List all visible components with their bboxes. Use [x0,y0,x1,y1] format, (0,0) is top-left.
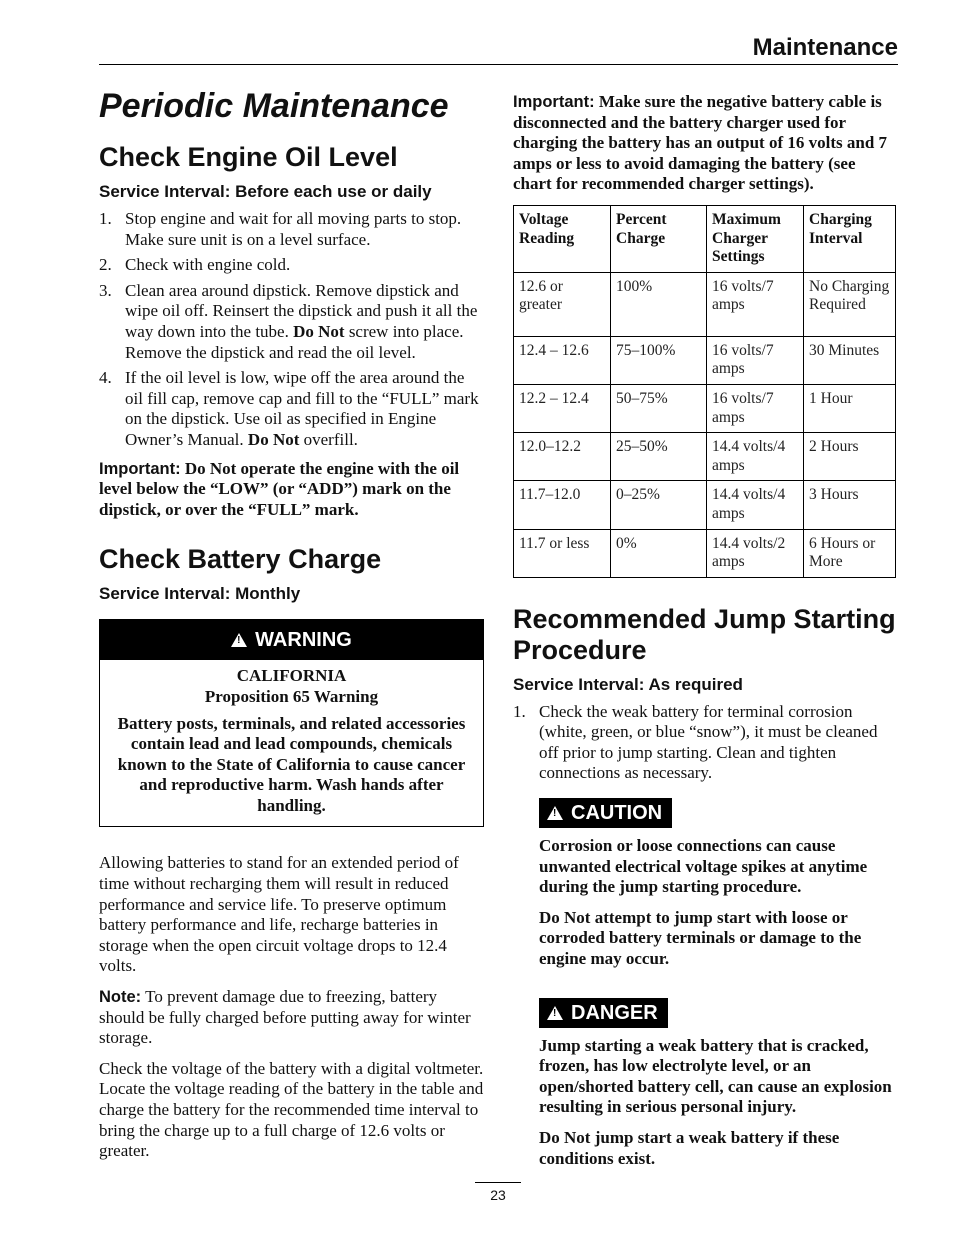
warning-body [100,660,483,826]
table-cell: No Charging Required [804,272,896,336]
warning-label: WARNING [255,629,352,652]
charge-table [513,205,896,578]
table-cell: 1 Hour [804,384,896,432]
list-item: 1. Check the weak battery for terminal corrosion (white, green, or blue “snow”), it must be cleaned off prior to jump starting. Clean and tighten connections as necessary. [513,701,878,783]
important-label: Important: [513,93,595,111]
table-cell: 14.4 volts/2 amps [707,529,804,577]
caution-text-2: Do Not attempt to jump start with loose or corroded battery terminals or damage to the engine may occur. [539,907,862,969]
danger-label: DANGER [571,1001,658,1024]
table-cell: 11.7–12.0 [514,481,611,529]
table-header-cell: Maximum Charger Settings [707,205,804,272]
jump-steps [513,702,898,784]
page-title: Periodic Maintenance [99,87,449,125]
table-cell: 16 volts/7 amps [707,272,804,336]
header-rule [99,64,898,65]
table-cell: 2 Hours [804,433,896,481]
danger-tag [539,998,668,1028]
table-cell: 0–25% [611,481,707,529]
table-header-cell: Voltage Reading [514,205,611,272]
table-header-cell: Charging Interval [804,205,896,272]
battery-note [99,987,484,1049]
table-cell: 16 volts/7 amps [707,384,804,432]
right-column [513,92,898,1179]
caution-tag [539,798,672,828]
table-cell: 6 Hours or More [804,529,896,577]
section-header-title: Maintenance [752,34,898,61]
important-text: Do Not operate the engine with the oil level below the “LOW” (or “ADD”) mark on the dipstick, or over the “FULL” mark. [99,458,460,519]
battery-paragraph-1: Allowing batteries to stand for an extended period of time without recharging them will result in reduced performance and service life. To preserve optimum battery performance and life, recharge batteries in storage when the open circuit voltage drops to 12.4 volts. [99,853,459,976]
danger-text-2: Do Not jump start a weak battery if these conditions exist. [539,1128,840,1168]
warning-title-line1: CALIFORNIA [236,666,347,686]
table-cell: 100% [611,272,707,336]
table-row [514,481,896,529]
jump-heading: Recommended Jump Starting Procedure [513,603,896,665]
oil-heading: Check Engine Oil Level [99,142,398,172]
important-text: Make sure the negative battery cable is disconnected and the battery charger used for charging the battery has an output of 16 volts and 7 amps or less to avoid damaging the battery (see chart for recommended charger settings). [513,92,888,194]
warning-bar [100,620,483,660]
prop65-warning-box [99,619,484,827]
note-text: To prevent damage due to freezing, battery should be fully charged before putting away for winter storage. [99,987,471,1048]
jump-service-interval: Service Interval: As required [513,674,743,694]
table-cell: 14.4 volts/4 amps [707,481,804,529]
warning-triangle-icon [231,633,247,647]
danger-text-1: Jump starting a weak battery that is cracked, frozen, has low electrolyte level, or an open/shorted battery cell, can cause an explosion resulting in serious personal injury. [539,1035,892,1117]
table-cell: 12.4 – 12.6 [514,336,611,384]
table-cell: 30 Minutes [804,336,896,384]
page-number-rule [475,1182,521,1183]
table-cell: 25–50% [611,433,707,481]
oil-important [99,459,484,521]
battery-heading: Check Battery Charge [99,544,382,575]
table-cell: 3 Hours [804,481,896,529]
battery-service-interval: Service Interval: Monthly [99,584,301,604]
table-cell: 16 volts/7 amps [707,336,804,384]
table-cell: 12.0–12.2 [514,433,611,481]
list-item: 1. Stop engine and wait for all moving parts to stop. Make sure unit is on a level surface. [99,209,462,249]
battery-paragraph-2: Check the voltage of the battery with a digital voltmeter. Locate the voltage reading of the battery in the table and charge the battery for the recommended time interval to bring the charge up to a full charge of 12.6 volts or greater. [99,1058,484,1161]
table-row [514,433,896,481]
page-number: 23 [490,1187,506,1203]
table-row [514,529,896,577]
left-column [99,86,484,1172]
caution-text-1: Corrosion or loose connections can cause unwanted electrical voltage spikes at anytime during the jump starting procedure. [539,836,868,897]
table-cell: 75–100% [611,336,707,384]
table-cell: 12.2 – 12.4 [514,384,611,432]
danger-block [513,992,898,1170]
table-cell: 0% [611,529,707,577]
table-header-row [514,205,896,272]
charger-important [513,92,898,195]
table-cell: 14.4 volts/4 amps [707,433,804,481]
warning-text: Battery posts, terminals, and related accessories contain lead and lead compounds, chemicals known to the State of California to cause cancer and reproductive harm. Wash hands after handling. [117,713,466,815]
list-item: 4. If the oil level is low, wipe off the area around the oil fill cap, remove cap and fill to the “FULL” mark on the dipstick. Use oil as specified in Engine Owner’s Manual. Do Not overfill. [99,368,479,449]
list-item: 3. Clean area around dipstick. Remove dipstick and wipe oil off. Reinsert the dipstick and push it all the way down into the tube. Do Not screw into place. Remove the dipstick and read the oil level. [99,280,478,362]
table-cell: 12.6 or greater [514,272,611,336]
oil-steps [99,209,484,451]
oil-service-interval: Service Interval: Before each use or daily [99,182,432,201]
table-row [514,384,896,432]
table-row [514,272,896,336]
table-row [514,336,896,384]
caution-block [513,792,898,970]
table-header-cell: Percent Charge [611,205,707,272]
note-label: Note: [99,988,142,1007]
warning-title-line2: Proposition 65 Warning [204,686,379,706]
caution-triangle-icon [547,806,563,820]
table-cell: 11.7 or less [514,529,611,577]
list-item: 2. Check with engine cold. [99,255,291,275]
important-label: Important: [99,459,181,478]
danger-triangle-icon [547,1006,563,1020]
table-cell: 50–75% [611,384,707,432]
caution-label: CAUTION [571,802,663,825]
